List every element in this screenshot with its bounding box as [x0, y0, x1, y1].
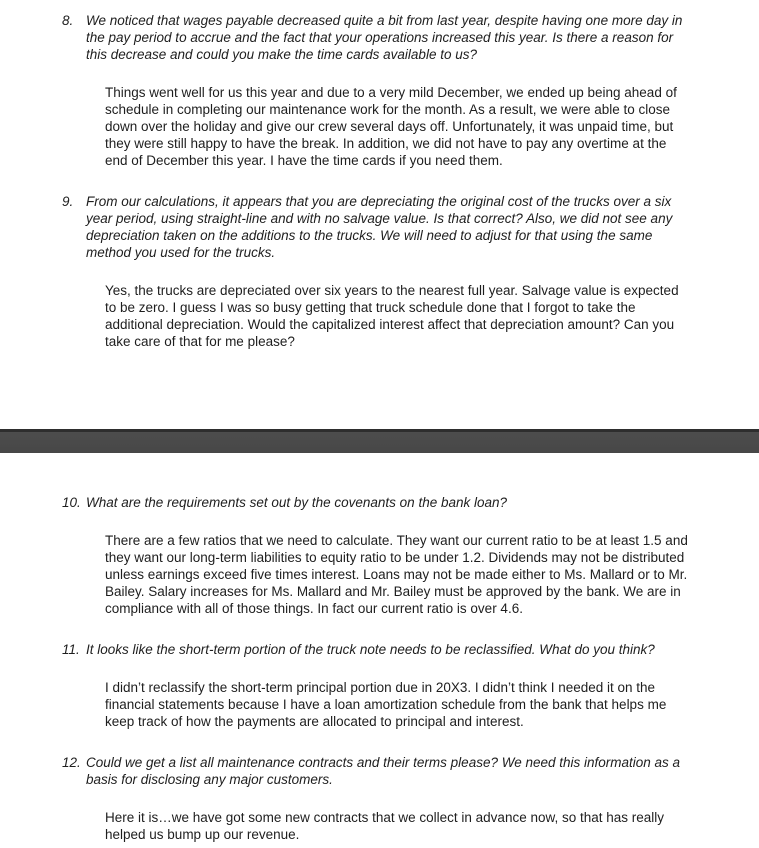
question-number: 8. — [62, 13, 74, 28]
page-break-separator — [0, 429, 759, 453]
question-11 — [62, 641, 689, 658]
qa-item-10 — [62, 494, 689, 617]
question-text: Could we get a list all maintenance contracts and their terms please? We need this information as a basis for disclosing any major customers. — [86, 755, 681, 787]
question-text: We noticed that wages payable decreased quite a bit from last year, despite having one more day in the pay period to accrue and the fact that your operations increased this year. Is there a reason for this decrease and could you make the time cards available to us? — [86, 13, 683, 62]
question-number: 12. — [62, 755, 81, 770]
document-page-2 — [0, 453, 759, 848]
question-12 — [62, 754, 689, 788]
question-number: 9. — [62, 194, 74, 209]
qa-item-8 — [62, 12, 689, 169]
answer-paragraph: Things went well for us this year and due to a very mild December, we ended up being ahead of schedule in completing our maintenance work for the month. As a result, we were able to close down over the holiday and give our crew several days off. Unfortunately, it was unpaid time, but they were still happy to have the break. In addition, we did not have to pay any overtime at the end of December this year. I have the time cards if you need them. — [105, 85, 677, 168]
answer-paragraph: I didn’t reclassify the short-term principal portion due in 20X3. I didn’t think I needed it on the financial statements because I have a loan amortization schedule from the bank that helps me keep track of how the payments are allocated to principal and interest. — [105, 680, 667, 729]
question-text: What are the requirements set out by the covenants on the bank loan? — [86, 495, 508, 510]
question-number: 11. — [62, 642, 80, 657]
question-text: It looks like the short-term portion of the truck note needs to be reclassified. What do you think? — [86, 642, 655, 657]
answer-paragraph: Yes, the trucks are depreciated over six years to the nearest full year. Salvage value is expected to be zero. I guess I was so busy getting that truck schedule done that I forgot to take the additional depreciation. Would the capitalized interest affect that depreciation amount? Can you take care of that for me please? — [105, 283, 679, 349]
question-9 — [62, 193, 689, 261]
question-10 — [62, 494, 689, 511]
qa-item-12 — [62, 754, 689, 843]
qa-item-9 — [62, 193, 689, 350]
question-8 — [62, 12, 689, 63]
qa-item-11 — [62, 641, 689, 730]
answer-paragraph: There are a few ratios that we need to calculate. They want our current ratio to be at least 1.5 and they want our long-term liabilities to equity ratio to be under 1.2. Dividends may not be distributed unless earnings exceed five times interest. Loans may not be made either to Ms. Mallard or to Mr. Bailey. Salary increases for Ms. Mallard and Mr. Bailey must be approved by the bank. We are in compliance with all of those things. In fact our current ratio is over 4.6. — [105, 533, 688, 616]
question-number: 10. — [62, 495, 81, 510]
answer-paragraph: Here it is…we have got some new contracts that we collect in advance now, so that has really helped us bump up our revenue. — [105, 810, 665, 842]
question-text: From our calculations, it appears that you are depreciating the original cost of the trucks over a six year period, using straight-line and with no salvage value. Is that correct? Also, we did not see any depreciation taken on the additions to the trucks. We will need to adjust for that using the same method you used for the trucks. — [86, 194, 673, 260]
